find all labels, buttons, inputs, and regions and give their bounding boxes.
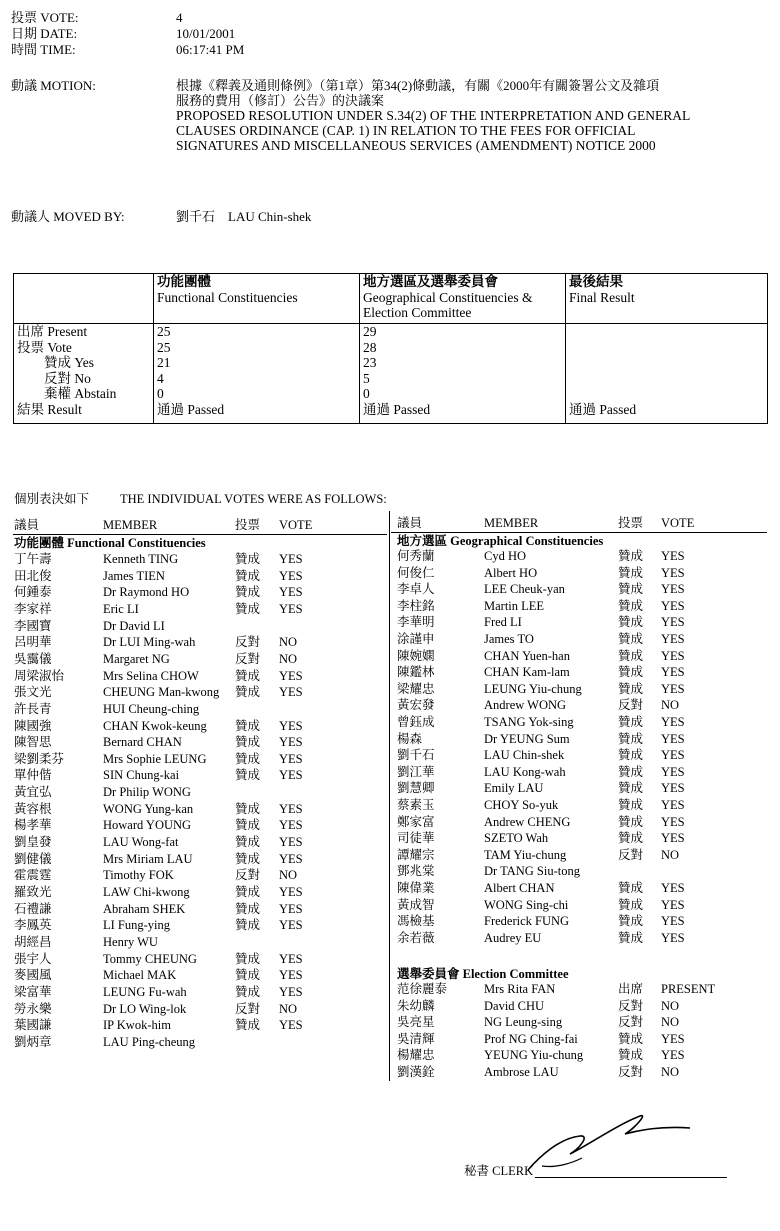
fc-member-name-zh: 張宇人 [14, 951, 52, 966]
fc-member-vote-en: NO [279, 651, 298, 666]
gc-member-vote-zh: 贊成 [618, 615, 644, 630]
gc-member-name-zh: 余若薇 [397, 930, 435, 945]
fc-member-name-en: CHAN Kwok-keung [103, 718, 207, 733]
fc-member-name-zh: 周梁淑怡 [14, 668, 65, 683]
gc-member-name-en: Emily LAU [484, 781, 544, 796]
fc-member-name-zh: 梁富華 [14, 984, 52, 999]
ec-member-vote-en: NO [661, 1065, 680, 1079]
gc-member-name-zh: 劉千石 [397, 748, 435, 763]
gc-member-name-en: LEUNG Yiu-chung [484, 681, 582, 696]
fc-member-name-zh: 李國寶 [14, 618, 52, 633]
fc-member-vote-zh: 贊成 [235, 801, 261, 816]
fc-member-vote-en: YES [279, 968, 303, 983]
fc-member-name-en: Margaret NG [103, 651, 170, 666]
gc-member-name-en: Cyd HO [484, 549, 527, 563]
gc-member-vote-en: YES [661, 565, 685, 580]
gc-member-name-zh: 梁耀忠 [397, 681, 435, 696]
gc-member-name-en: LEE Cheuk-yan [484, 582, 565, 597]
gc-member-vote-en: YES [661, 798, 685, 812]
gc-section-title: 地方選區 Geographical Constituencies [397, 534, 604, 548]
final-header-zh: 最後結果 [569, 274, 623, 289]
fc-member-name-zh: 李鳳英 [14, 918, 52, 933]
fc-member-vote-zh: 贊成 [235, 835, 261, 850]
fc-member-name-en: Timothy FOK [103, 868, 174, 883]
clerk-signature-line [535, 1177, 727, 1178]
date-label: 日期 DATE: [11, 26, 78, 41]
gc-header-zh: 地方選區及選舉委員會 [363, 274, 498, 289]
gc-member-name-zh: 鄭家富 [397, 814, 435, 829]
gc-member-vote-en: YES [661, 681, 685, 696]
column-divider [389, 511, 390, 1081]
fc-member-vote-zh: 贊成 [235, 718, 261, 733]
gc-member-name-en: Audrey EU [484, 930, 542, 945]
ec-member-vote-zh: 贊成 [618, 1048, 644, 1063]
gc-result: 通過 Passed [363, 401, 431, 417]
left-col-vote-en: VOTE [279, 518, 313, 532]
fc-member-name-en: Dr David LI [103, 618, 165, 633]
row-label-no: 反對 No [17, 370, 91, 386]
ec-member-vote-en: YES [661, 1048, 685, 1063]
ec-member-name-zh: 吳亮星 [397, 1015, 435, 1030]
ec-member-vote-en: NO [661, 1015, 680, 1030]
gc-member-vote-en: YES [661, 831, 685, 846]
row-label-vote: 投票 Vote [17, 339, 72, 355]
gc-member-vote-en: YES [661, 648, 685, 663]
fc-member-name-en: Bernard CHAN [103, 735, 182, 750]
final-values-cell [566, 324, 768, 424]
gc-member-vote-en: YES [661, 632, 685, 646]
fc-member-name-en: LEUNG Fu-wah [103, 984, 187, 999]
gc-member-vote-zh: 反對 [618, 847, 644, 862]
ec-member-name-en: David CHU [484, 998, 545, 1013]
fc-header-zh: 功能團體 [157, 274, 211, 289]
fc-member-name-en: WONG Yung-kan [103, 801, 194, 816]
gc-member-vote-en: YES [661, 781, 685, 796]
fc-member-vote-en: NO [279, 1001, 298, 1016]
fc-member-name-en: LAW Chi-kwong [103, 885, 190, 899]
gc-member-name-zh: 楊森 [397, 731, 423, 746]
ec-member-name-en: YEUNG Yiu-chung [484, 1048, 584, 1063]
gc-member-vote-en: YES [661, 731, 685, 746]
gc-member-name-zh: 蔡素玉 [397, 798, 435, 812]
ec-section-title: 選舉委員會 Election Committee [397, 967, 569, 981]
left-col-member-zh: 議員 [14, 518, 40, 532]
fc-member-vote-zh: 贊成 [235, 984, 261, 999]
fc-member-vote-zh: 反對 [235, 1001, 261, 1016]
gc-member-name-zh: 李華明 [397, 615, 435, 630]
row-label-yes: 贊成 Yes [17, 355, 95, 370]
gc-member-name-en: Andrew CHENG [484, 814, 571, 829]
fc-member-vote-en: YES [279, 601, 303, 616]
gc-header-en2: Election Committee [363, 305, 472, 320]
moved-by-value: 劉千石 LAU Chin-shek [176, 209, 312, 224]
gc-member-vote-zh: 贊成 [618, 930, 644, 945]
left-header-rule [13, 534, 387, 535]
gc-member-vote-zh: 贊成 [618, 715, 644, 729]
row-label-result: 結果 Result [17, 401, 82, 417]
gc-present: 29 [363, 324, 377, 339]
fc-present: 25 [157, 324, 171, 339]
gc-member-vote-zh: 反對 [618, 698, 644, 713]
right-header-rule [391, 532, 767, 533]
fc-abstain: 0 [157, 386, 164, 401]
gc-member-name-zh: 劉江華 [397, 764, 435, 779]
fc-member-name-zh: 楊孝華 [14, 818, 52, 833]
row-label-present: 出席 Present [17, 324, 88, 339]
fc-vote: 25 [157, 339, 171, 355]
gc-member-vote-zh: 贊成 [618, 814, 644, 829]
fc-member-vote-zh: 贊成 [235, 885, 261, 899]
row-label-abstain: 棄權 Abstain [17, 386, 117, 401]
gc-member-vote-zh: 贊成 [618, 764, 644, 779]
gc-member-name-en: James TO [484, 632, 534, 646]
fc-section-title: 功能團體 Functional Constituencies [14, 536, 206, 550]
fc-member-vote-en: NO [279, 635, 298, 650]
fc-member-name-en: CHEUNG Man-kwong [103, 685, 220, 700]
gc-member-vote-zh: 贊成 [618, 781, 644, 796]
fc-member-vote-zh: 贊成 [235, 968, 261, 983]
fc-member-vote-zh: 贊成 [235, 601, 261, 616]
gc-member-name-en: TAM Yiu-chung [484, 847, 567, 862]
fc-member-name-en: Eric LI [103, 601, 139, 616]
gc-member-vote-zh: 贊成 [618, 665, 644, 680]
motion-line-5: SIGNATURES AND MISCELLANEOUS SERVICES (AMENDMENT) NOTICE 2000 [176, 138, 656, 153]
gc-member-vote-en: YES [661, 897, 685, 912]
fc-member-vote-en: YES [279, 801, 303, 816]
final-result: 通過 Passed [569, 401, 637, 417]
fc-member-vote-en: YES [279, 768, 303, 783]
fc-member-vote-zh: 贊成 [235, 918, 261, 933]
gc-vote: 28 [363, 339, 377, 355]
ec-member-vote-zh: 反對 [618, 998, 644, 1013]
ec-member-name-en: Prof NG Ching-fai [484, 1031, 578, 1046]
fc-header [154, 274, 360, 324]
fc-member-vote-en: YES [279, 751, 303, 766]
fc-member-vote-en: YES [279, 668, 303, 683]
right-col-vote-en: VOTE [661, 516, 695, 530]
gc-member-vote-en: YES [661, 914, 685, 929]
gc-abstain: 0 [363, 386, 370, 401]
gc-member-name-zh: 涂謹申 [397, 632, 435, 646]
final-header-en: Final Result [569, 289, 635, 305]
fc-member-vote-en: YES [279, 818, 303, 833]
gc-member-vote-zh: 贊成 [618, 582, 644, 597]
fc-member-name-en: Tommy CHEUNG [103, 951, 197, 966]
fc-member-vote-zh: 贊成 [235, 901, 261, 916]
fc-member-vote-en: YES [279, 568, 303, 583]
gc-member-vote-en: NO [661, 698, 680, 713]
fc-result: 通過 Passed [157, 401, 225, 417]
right-col-vote-zh: 投票 [618, 516, 644, 530]
clerk-signature [520, 1108, 700, 1178]
gc-member-vote-zh: 贊成 [618, 598, 644, 613]
gc-member-vote-zh: 贊成 [618, 549, 644, 563]
gc-member-name-en: Dr TANG Siu-tong [484, 864, 580, 879]
gc-member-vote-zh: 贊成 [618, 681, 644, 696]
fc-member-name-zh: 陳國強 [14, 718, 52, 733]
gc-member-name-zh: 劉慧卿 [397, 781, 435, 796]
fc-member-name-en: Dr LO Wing-lok [103, 1001, 187, 1016]
fc-member-vote-zh: 贊成 [235, 568, 261, 583]
gc-member-name-zh: 何俊仁 [397, 565, 435, 580]
gc-member-name-en: Albert HO [484, 565, 538, 580]
gc-member-name-zh: 黃宏發 [397, 698, 435, 713]
ec-member-vote-zh: 贊成 [618, 1031, 644, 1046]
fc-member-vote-en: YES [279, 984, 303, 999]
fc-member-name-zh: 勞永樂 [14, 1001, 52, 1016]
fc-member-name-zh: 丁午壽 [14, 552, 52, 566]
gc-member-name-zh: 李柱銘 [397, 598, 435, 613]
gc-member-vote-zh: 贊成 [618, 881, 644, 895]
gc-member-vote-en: YES [661, 715, 685, 729]
fc-member-vote-zh: 贊成 [235, 768, 261, 783]
fc-member-name-en: Abraham SHEK [103, 901, 186, 916]
gc-member-name-zh: 黃成智 [397, 897, 435, 912]
ec-member-vote-zh: 出席 [618, 982, 644, 996]
vote-number: 4 [176, 10, 183, 25]
fc-member-vote-en: NO [279, 868, 298, 883]
fc-member-vote-zh: 贊成 [235, 585, 261, 600]
gc-member-vote-en: YES [661, 598, 685, 613]
gc-member-name-en: LAU Kong-wah [484, 764, 566, 779]
gc-member-vote-zh: 贊成 [618, 897, 644, 912]
gc-member-vote-en: YES [661, 930, 685, 945]
fc-member-vote-en: YES [279, 951, 303, 966]
results-corner-cell [14, 274, 154, 324]
gc-member-name-en: SZETO Wah [484, 831, 549, 846]
gc-member-vote-en: YES [661, 748, 685, 763]
fc-member-name-zh: 劉皇發 [14, 835, 52, 850]
fc-member-vote-zh: 反對 [235, 651, 261, 666]
gc-member-vote-en: YES [661, 582, 685, 597]
fc-member-name-en: Henry WU [103, 934, 158, 949]
gc-no: 5 [363, 370, 370, 386]
fc-member-name-en: HUI Cheung-ching [103, 701, 200, 716]
clerk-label: 秘書 CLERK [464, 1164, 534, 1178]
left-col-vote-zh: 投票 [235, 518, 261, 532]
fc-member-name-zh: 羅致光 [14, 885, 52, 899]
gc-values-cell [360, 324, 566, 424]
motion-line-3: PROPOSED RESOLUTION UNDER S.34(2) OF THE INTERPRETATION AND GENERAL [176, 108, 691, 123]
ec-member-name-zh: 朱幼麟 [397, 998, 435, 1013]
fc-member-name-zh: 麥國風 [14, 968, 52, 983]
fc-member-vote-en: YES [279, 1018, 303, 1033]
motion-label: 動議 MOTION: [11, 78, 96, 93]
gc-member-name-en: LAU Chin-shek [484, 748, 565, 763]
fc-member-name-en: Mrs Sophie LEUNG [103, 751, 207, 766]
gc-member-name-zh: 何秀蘭 [397, 549, 435, 563]
gc-member-vote-en: YES [661, 615, 685, 630]
fc-member-vote-zh: 贊成 [235, 818, 261, 833]
gc-member-name-en: CHAN Yuen-han [484, 648, 570, 663]
fc-member-name-zh: 呂明華 [14, 635, 52, 650]
gc-member-name-zh: 陳婉嫻 [397, 648, 435, 663]
results-table [13, 273, 768, 424]
fc-member-vote-en: YES [279, 552, 303, 566]
fc-member-name-zh: 田北俊 [14, 568, 52, 583]
fc-member-name-zh: 劉健儀 [14, 851, 52, 866]
fc-member-name-zh: 單仲偕 [14, 768, 52, 783]
fc-member-vote-zh: 贊成 [235, 552, 261, 566]
fc-member-vote-en: YES [279, 685, 303, 700]
fc-member-name-zh: 許長青 [14, 701, 52, 716]
fc-member-vote-en: YES [279, 718, 303, 733]
individual-intro-zh: 個別表決如下 [14, 492, 90, 506]
gc-member-vote-zh: 贊成 [618, 914, 644, 929]
fc-member-name-en: Dr Raymond HO [103, 585, 190, 600]
ec-member-name-zh: 吳清輝 [397, 1031, 435, 1046]
gc-yes: 23 [363, 355, 377, 370]
gc-member-vote-zh: 贊成 [618, 632, 644, 646]
gc-member-name-en: CHOY So-yuk [484, 798, 559, 812]
fc-member-name-en: Mrs Miriam LAU [103, 851, 193, 866]
fc-yes: 21 [157, 355, 171, 370]
gc-member-name-zh: 譚耀宗 [397, 847, 435, 862]
individual-intro-en: THE INDIVIDUAL VOTES WERE AS FOLLOWS: [120, 492, 387, 506]
fc-member-name-zh: 胡經昌 [14, 934, 52, 949]
gc-member-name-en: Albert CHAN [484, 881, 555, 895]
ec-member-name-zh: 范徐麗泰 [397, 982, 448, 996]
vote-label: 投票 VOTE: [11, 10, 79, 25]
fc-no: 4 [157, 370, 164, 386]
fc-member-vote-zh: 贊成 [235, 735, 261, 750]
ec-member-name-zh: 楊耀忠 [397, 1048, 435, 1063]
moved-by-label: 動議人 MOVED BY: [11, 209, 125, 224]
gc-member-vote-en: YES [661, 665, 685, 680]
fc-member-vote-en: YES [279, 901, 303, 916]
gc-member-name-zh: 陳偉業 [397, 881, 435, 895]
final-header [566, 274, 768, 324]
fc-member-name-en: LAU Wong-fat [103, 835, 179, 850]
ec-member-name-zh: 劉漢銓 [397, 1065, 435, 1079]
time-value: 06:17:41 PM [176, 42, 245, 57]
fc-header-en: Functional Constituencies [157, 289, 298, 305]
fc-member-name-zh: 李家祥 [14, 601, 52, 616]
ec-member-vote-en: NO [661, 998, 680, 1013]
gc-member-name-zh: 曾鈺成 [397, 715, 435, 729]
gc-member-name-zh: 陳鑑林 [397, 665, 435, 680]
fc-member-name-zh: 梁劉柔芬 [14, 751, 65, 766]
gc-member-name-zh: 司徒華 [397, 831, 435, 846]
left-col-member-en: MEMBER [103, 518, 158, 532]
fc-member-name-en: Howard YOUNG [103, 818, 192, 833]
fc-member-vote-en: YES [279, 851, 303, 866]
fc-member-name-zh: 黃宜弘 [14, 785, 52, 800]
motion-line-2: 服務的費用（修訂）公告》的決議案 [176, 93, 385, 108]
fc-member-name-zh: 張文光 [14, 685, 52, 700]
gc-header [360, 274, 566, 324]
fc-member-name-en: SIN Chung-kai [103, 768, 180, 783]
fc-member-vote-zh: 贊成 [235, 851, 261, 866]
fc-member-name-zh: 霍震霆 [14, 868, 52, 883]
fc-member-name-zh: 何鍾泰 [14, 585, 52, 600]
row-labels-cell [14, 324, 154, 424]
gc-member-vote-en: YES [661, 814, 685, 829]
gc-member-vote-en: YES [661, 549, 685, 563]
fc-member-vote-en: YES [279, 585, 303, 600]
ec-member-vote-en: PRESENT [661, 982, 716, 996]
fc-member-name-en: Dr LUI Ming-wah [103, 635, 196, 650]
right-col-member-zh: 議員 [397, 516, 423, 530]
gc-member-vote-zh: 贊成 [618, 798, 644, 812]
time-label: 時間 TIME: [11, 42, 76, 57]
fc-member-vote-en: YES [279, 918, 303, 933]
fc-member-name-zh: 葉國謙 [14, 1018, 52, 1033]
gc-header-en1: Geographical Constituencies & [363, 289, 533, 305]
fc-member-vote-zh: 贊成 [235, 685, 261, 700]
gc-member-vote-zh: 贊成 [618, 831, 644, 846]
fc-member-vote-en: YES [279, 885, 303, 899]
gc-member-name-en: WONG Sing-chi [484, 897, 569, 912]
gc-member-name-en: TSANG Yok-sing [484, 715, 574, 729]
fc-member-name-zh: 劉炳章 [14, 1034, 52, 1049]
fc-member-vote-zh: 反對 [235, 868, 261, 883]
gc-member-vote-en: NO [661, 847, 680, 862]
gc-member-name-zh: 馮檢基 [397, 914, 435, 929]
gc-member-vote-zh: 贊成 [618, 648, 644, 663]
ec-member-vote-en: YES [661, 1031, 685, 1046]
fc-member-name-en: James TIEN [103, 568, 165, 583]
fc-member-name-en: Dr Philip WONG [103, 785, 191, 800]
fc-values-cell [154, 324, 360, 424]
fc-member-vote-zh: 贊成 [235, 668, 261, 683]
ec-member-name-en: NG Leung-sing [484, 1015, 563, 1030]
fc-member-name-zh: 黃容根 [14, 801, 52, 816]
fc-member-vote-zh: 反對 [235, 635, 261, 650]
gc-member-name-en: Martin LEE [484, 598, 545, 613]
date-value: 10/01/2001 [176, 26, 236, 41]
gc-member-vote-en: YES [661, 764, 685, 779]
fc-member-name-en: LI Fung-ying [103, 918, 171, 933]
gc-member-vote-zh: 贊成 [618, 748, 644, 763]
fc-member-vote-zh: 贊成 [235, 1018, 261, 1033]
motion-line-4: CLAUSES ORDINANCE (CAP. 1) IN RELATION TO THE FEES FOR OFFICIAL [176, 123, 636, 138]
fc-member-name-en: Michael MAK [103, 968, 177, 983]
gc-member-name-en: Andrew WONG [484, 698, 567, 713]
fc-member-name-zh: 陳智思 [14, 735, 52, 750]
fc-member-name-en: IP Kwok-him [103, 1018, 171, 1033]
gc-member-name-en: Dr YEUNG Sum [484, 731, 570, 746]
ec-member-name-en: Ambrose LAU [484, 1065, 559, 1079]
ec-member-vote-zh: 反對 [618, 1015, 644, 1030]
fc-member-name-zh: 吳靄儀 [14, 651, 52, 666]
gc-member-vote-zh: 贊成 [618, 565, 644, 580]
gc-member-name-en: CHAN Kam-lam [484, 665, 570, 680]
fc-member-name-en: Mrs Selina CHOW [103, 668, 199, 683]
fc-member-vote-en: YES [279, 735, 303, 750]
gc-member-name-zh: 李卓人 [397, 582, 435, 597]
gc-member-name-zh: 鄧兆棠 [397, 864, 435, 879]
right-col-member-en: MEMBER [484, 516, 539, 530]
fc-member-name-zh: 石禮謙 [14, 901, 52, 916]
ec-member-name-en: Mrs Rita FAN [484, 982, 556, 996]
fc-member-name-en: LAU Ping-cheung [103, 1034, 195, 1049]
gc-member-vote-en: YES [661, 881, 685, 895]
ec-member-vote-zh: 反對 [618, 1065, 644, 1079]
fc-member-vote-zh: 贊成 [235, 951, 261, 966]
gc-member-name-en: Fred LI [484, 615, 522, 630]
fc-member-vote-zh: 贊成 [235, 751, 261, 766]
motion-line-1: 根據《釋義及通則條例》（第1章）第34(2)條動議，有關《2000年有關簽署公文及雜項 [176, 78, 660, 93]
fc-member-vote-en: YES [279, 835, 303, 850]
gc-member-vote-zh: 贊成 [618, 731, 644, 746]
fc-member-name-en: Kenneth TING [103, 552, 179, 566]
gc-member-name-en: Frederick FUNG [484, 914, 570, 929]
